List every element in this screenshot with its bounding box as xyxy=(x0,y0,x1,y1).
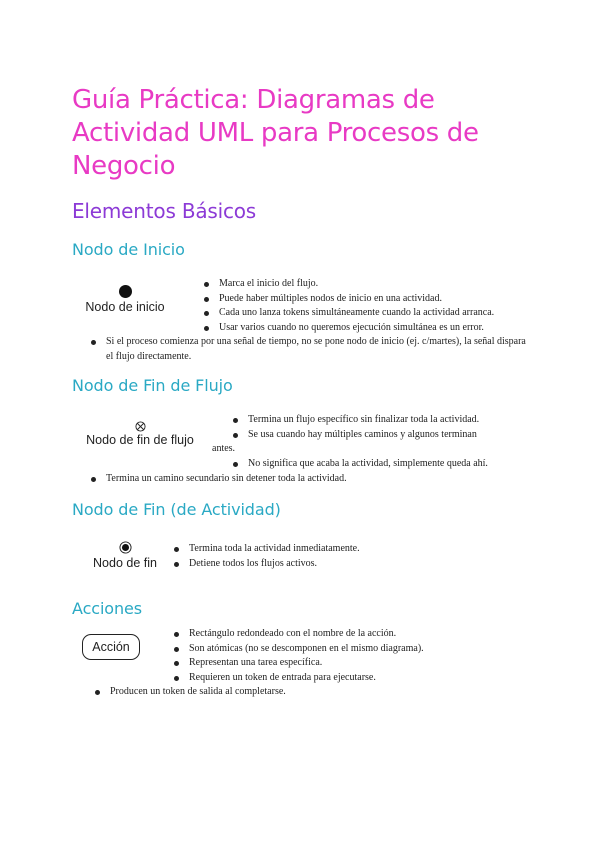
inicio-bullet-list xyxy=(201,277,541,335)
list-item: Son atómicas (no se descomponen en el mismo diagrama). xyxy=(171,642,511,657)
list-item-text: Se usa cuando hay múltiples caminos y algunos terminan xyxy=(248,428,477,440)
list-item: Puede haber múltiples nodos de inicio en una actividad. xyxy=(201,292,541,307)
inicio-outer-bullet-list xyxy=(88,335,528,364)
list-item-continuation: antes. xyxy=(212,443,236,454)
fin-flujo-outer-bullet-list xyxy=(88,472,528,487)
list-item: Cada uno lanza tokens simultáneamente cuando la actividad arranca. xyxy=(201,306,541,321)
list-item: Termina un camino secundario sin detener toda la actividad. xyxy=(88,472,528,487)
flow-final-node-diagram xyxy=(78,421,202,447)
action-node-box: Acción xyxy=(82,634,140,660)
list-item: Representan una tarea específica. xyxy=(171,656,511,671)
heading-nodo-de-fin-actividad: Nodo de Fin (de Actividad) xyxy=(72,500,281,519)
action-diagram xyxy=(82,634,142,660)
list-item: Marca el inicio del flujo. xyxy=(201,277,541,292)
list-item: Producen un token de salida al completarse. xyxy=(92,685,532,700)
fin-actividad-bullet-list xyxy=(171,542,511,571)
list-item: Usar varios cuando no queremos ejecución simultánea es un error. xyxy=(201,321,541,336)
list-item: Termina un flujo específico sin finalizar toda la actividad. xyxy=(230,413,530,428)
activity-final-node-diagram xyxy=(88,541,162,570)
list-item: Detiene todos los flujos activos. xyxy=(171,557,511,572)
list-item: Termina toda la actividad inmediatamente. xyxy=(171,542,511,557)
list-item: Requieren un token de entrada para ejecutarse. xyxy=(171,671,511,686)
fin-flujo-bullet-list xyxy=(212,413,530,471)
acciones-outer-bullet-list xyxy=(92,685,532,700)
document-title: Guía Práctica: Diagramas de Actividad UML para Procesos de Negocio xyxy=(72,85,479,181)
initial-node-label: Nodo de inicio xyxy=(85,300,165,314)
flow-final-node-icon xyxy=(135,421,146,432)
list-item: No significa que acaba la actividad, simplemente queda ahí. xyxy=(230,457,530,472)
activity-final-node-label: Nodo de fin xyxy=(93,556,157,570)
initial-node-icon xyxy=(119,285,132,298)
list-item: Rectángulo redondeado con el nombre de la acción. xyxy=(171,627,511,642)
list-item xyxy=(212,428,530,457)
initial-node-diagram xyxy=(78,285,172,314)
list-item: Si el proceso comienza por una señal de tiempo, no se pone nodo de inicio (ej. c/martes), la señal dispara el flujo directamente. xyxy=(88,335,528,364)
heading-nodo-de-fin-de-flujo: Nodo de Fin de Flujo xyxy=(72,376,233,395)
heading-acciones: Acciones xyxy=(72,599,143,618)
acciones-bullet-list xyxy=(171,627,511,685)
section-heading-elementos-basicos: Elementos Básicos xyxy=(72,199,257,223)
heading-nodo-de-inicio: Nodo de Inicio xyxy=(72,240,185,259)
flow-final-node-label: Nodo de fin de flujo xyxy=(86,433,194,447)
activity-final-node-icon xyxy=(119,541,132,554)
